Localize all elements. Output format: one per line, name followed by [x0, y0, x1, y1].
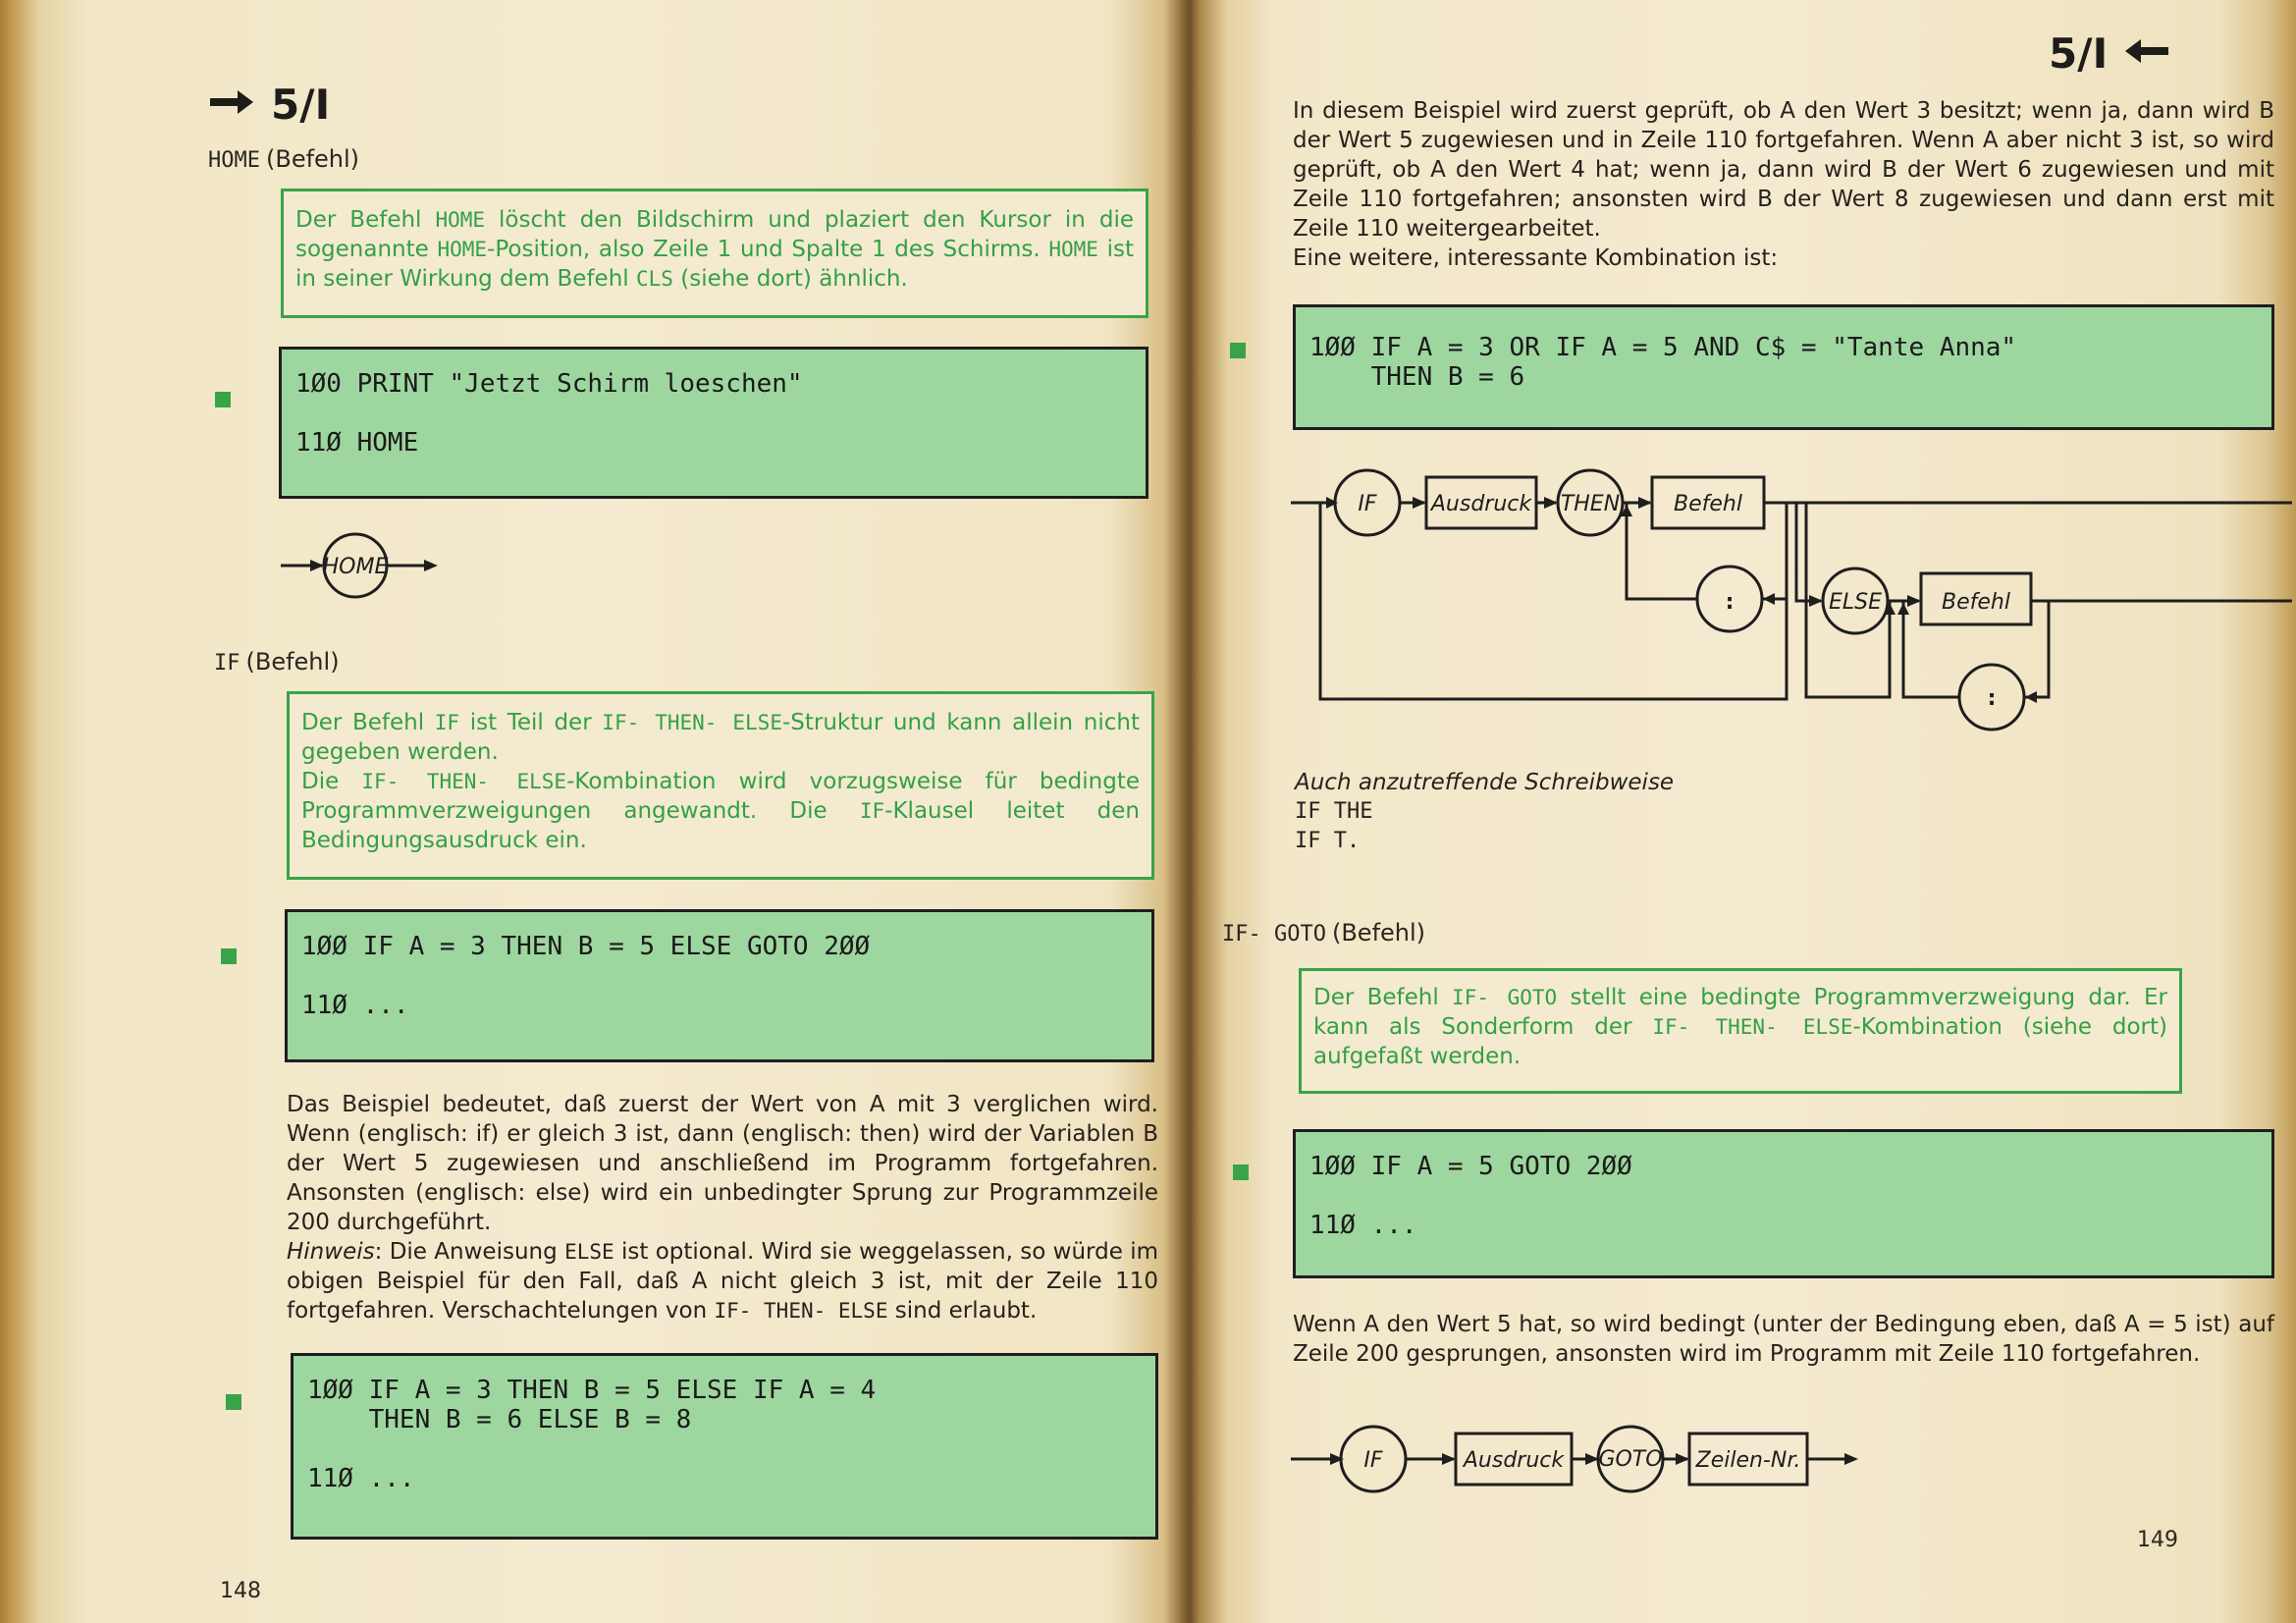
- expression-label: Ausdruck: [1463, 1448, 1565, 1473]
- code-line: THEN B = 6: [1309, 362, 1525, 392]
- definition-text: Der Befehl HOME löscht den Bildschirm und plaziert den Kursor in die sogenannte HOME-Position, also Zeile 1 und Spalte 1 des Schirms. HOME ist in seiner Wirkung dem Befehl CLS (siehe dort) ähnlich.: [295, 207, 1134, 292]
- entry-kind: (Befehl): [265, 145, 360, 173]
- code-line: 1ØØ IF A = 3 THEN B = 5 ELSE IF A = 4: [307, 1376, 877, 1405]
- alternative-title: Auch anzutreffende Schreibweise: [1295, 770, 1675, 795]
- colon-label: :: [1725, 590, 1735, 615]
- arrow-right-icon: [208, 87, 255, 122]
- alternative-spellings: [1295, 768, 1674, 856]
- code-line: 1ØØ IF A = 3 THEN B = 5 ELSE GOTO 2ØØ: [301, 932, 871, 961]
- code-line: 11Ø ...: [301, 991, 409, 1020]
- entry-heading-if: [214, 648, 340, 676]
- section-number: 5/I: [271, 81, 331, 129]
- else-command-label: Befehl: [1942, 590, 2010, 615]
- code-line: 1Ø0 PRINT "Jetzt Schirm loeschen": [295, 369, 803, 399]
- page-number-left: 148: [220, 1579, 261, 1603]
- line-number-label: Zeilen-Nr.: [1695, 1448, 1801, 1473]
- arrow-left-icon: [2123, 36, 2170, 71]
- example-bullet: [1233, 1164, 1249, 1180]
- code-example-home: [279, 347, 1148, 499]
- entry-keyword: IF: [214, 651, 240, 676]
- alternative-line: IF THE: [1295, 799, 1373, 824]
- expression-label: Ausdruck: [1430, 492, 1532, 516]
- code-example-if-goto: [1293, 1129, 2274, 1278]
- syntax-diagram-home: [277, 528, 444, 603]
- code-line: 1ØØ IF A = 3 OR IF A = 5 AND C$ = "Tante Anna": [1309, 333, 2017, 362]
- page-number-right: 149: [2137, 1528, 2178, 1552]
- code-line: THEN B = 6 ELSE B = 8: [307, 1405, 692, 1434]
- then-label: THEN: [1560, 492, 1621, 516]
- else-colon-label: :: [1987, 686, 1997, 711]
- alternative-line: IF T.: [1295, 829, 1361, 853]
- code-line: 1ØØ IF A = 5 GOTO 2ØØ: [1309, 1152, 1632, 1181]
- definition-text: Der Befehl IF- GOTO stellt eine bedingte Programmverzweigung dar. Er kann als Sonderform der IF- THEN- ELSE-Kombination (siehe dort) aufgefaßt werden.: [1313, 985, 2167, 1069]
- code-example-combination: [1293, 304, 2274, 430]
- example-bullet: [226, 1394, 241, 1410]
- hint-label: Hinweis: [287, 1239, 375, 1265]
- code-example-if-1: [285, 909, 1154, 1062]
- code-line: 11Ø ...: [307, 1464, 415, 1493]
- entry-keyword: IF- GOTO: [1222, 922, 1326, 947]
- example-bullet: [215, 392, 231, 407]
- definition-box-if-goto: [1299, 968, 2182, 1094]
- syntax-diagram-if-goto-end: [1687, 1422, 1884, 1500]
- section-number: 5/I: [2049, 29, 2109, 78]
- example-bullet: [1230, 343, 1246, 358]
- code-line: 11Ø HOME: [295, 428, 419, 458]
- command-label: Befehl: [1674, 492, 1742, 516]
- section-header-right: [2049, 29, 2170, 78]
- goto-label: GOTO: [1598, 1447, 1663, 1472]
- right-page: [1193, 0, 2296, 1623]
- definition-text: Der Befehl IF ist Teil der IF- THEN- ELSE-Struktur und kann allein nicht gegeben werden.: [301, 710, 1140, 765]
- else-label: ELSE: [1828, 590, 1883, 615]
- entry-kind: (Befehl): [1331, 919, 1426, 947]
- home-node-label: HOME: [322, 555, 389, 579]
- if-label: IF: [1358, 492, 1377, 516]
- explanation-if-goto: Wenn A den Wert 5 hat, so wird bedingt (unter der Bedingung eben, daß A = 5 ist) auf Zeile 200 gesprungen, ansonsten wird im Programm mit Zeile 110 fortgefahren.: [1293, 1312, 2274, 1367]
- entry-keyword: HOME: [208, 148, 260, 173]
- intro-text: In diesem Beispiel wird zuerst geprüft, ob A den Wert 3 besitzt; wenn ja, dann wird B der Wert 5 zugewiesen und in Zeile 110 fortgefahren. Wenn A aber nicht 3 ist, so wird geprüft, ob A den Wert 4 hat; wenn ja, dann wird B der Wert 6 zugewiesen und mit Zeile 110 fortgefahren; ansonsten wird B der Wert 8 zugewiesen und dann erst mit Zeile 110 weitergearbeitet. Eine weitere, interessante Kombination ist:: [1293, 98, 2274, 271]
- definition-box-if: [287, 691, 1154, 880]
- definition-text: Die IF- THEN- ELSE-Kombination wird vorzugsweise für bedingte Programmverzweigungen angewandt. Die IF-Klausel leitet den Bedingungsausdruck ein.: [301, 769, 1140, 853]
- entry-heading-if-goto: [1222, 919, 1425, 947]
- section-header-left: [208, 81, 330, 129]
- if-label: IF: [1363, 1448, 1383, 1473]
- code-line: 11Ø ...: [1309, 1211, 1417, 1240]
- code-example-if-2: [291, 1353, 1158, 1540]
- definition-box-home: [281, 189, 1148, 318]
- entry-kind: (Befehl): [245, 648, 340, 676]
- explanation-if: Das Beispiel bedeutet, daß zuerst der Wert von A mit 3 verglichen wird. Wenn (englisch: if) er gleich 3 ist, dann (englisch: then) wird der Variablen B der Wert 5 zugewiesen und anschließend im Programm fortgefahren. Ansonsten (englisch: else) wird ein unbedingter Sprung zur Programmzeile 200 durchgeführt. Hinweis: Die Anweisung ELSE ist optional. Wird sie weggelassen, so würde im obigen Beispiel für den Fall, daß A nicht gleich 3 ist, mit der Zeile 110 fortgefahren. Verschachtelungen von IF- THEN- ELSE sind erlaubt.: [287, 1092, 1158, 1324]
- entry-heading-home: [208, 145, 359, 174]
- syntax-diagram-if-then-else: [1291, 461, 2292, 736]
- example-bullet: [221, 948, 237, 964]
